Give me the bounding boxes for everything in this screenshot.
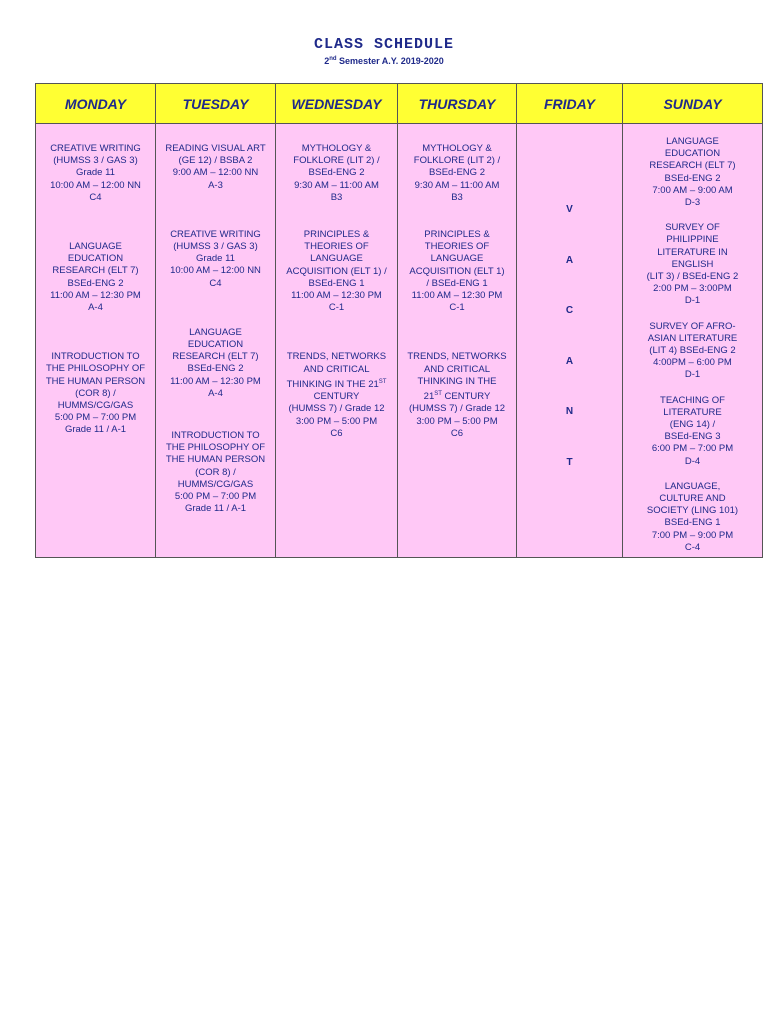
vacant-label bbox=[521, 124, 618, 507]
class-entry: SURVEY OF AFRO- ASIAN LITERATURE (LIT 4) BSEd-ENG 2 4:00PM – 6:00 PM D-1 bbox=[647, 320, 738, 381]
class-entry: READING VISUAL ART (GE 12) / BSBA 2 9:00 AM – 12:00 NN A-3 bbox=[165, 143, 266, 191]
class-entry: SURVEY OF PHILIPPINE LITERATURE IN ENGLISH (LIT 3) / BSEd-ENG 2 2:00 PM – 3:00PM D-1 bbox=[646, 222, 739, 307]
header-tuesday: TUESDAY bbox=[156, 84, 276, 124]
wednesday-cell bbox=[276, 124, 398, 558]
class-entry: INTRODUCTION TO THE PHILOSOPHY OF THE HUMAN PERSON (COR 8) / HUMMS/CG/GAS 5:00 PM – 7:00 PM Grade 11 / A-1 bbox=[45, 351, 146, 436]
ordinal-suffix: ST bbox=[434, 391, 442, 398]
schedule-table bbox=[35, 83, 763, 558]
tuesday-cell bbox=[156, 124, 276, 558]
class-entry: INTRODUCTION TO THE PHILOSOPHY OF THE HUMAN PERSON (COR 8) / HUMMS/CG/GAS 5:00 PM – 7:00 PM Grade 11 / A-1 bbox=[165, 430, 266, 515]
vacant-letter: C bbox=[565, 305, 574, 316]
header-thursday: THURSDAY bbox=[398, 84, 517, 124]
thursday-cell bbox=[398, 124, 517, 558]
class-entry: PRINCIPLES & THEORIES OF LANGUAGE ACQUISITION (ELT 1) / BSEd-ENG 1 11:00 AM – 12:30 PM C-1 bbox=[286, 229, 387, 314]
vacant-letter: V bbox=[566, 204, 573, 215]
vacant-letter: T bbox=[566, 456, 573, 468]
schedule-row bbox=[36, 124, 763, 558]
ordinal-suffix: ST bbox=[378, 378, 387, 385]
class-entry: MYTHOLOGY & FOLKLORE (LIT 2) / BSEd-ENG 2 9:30 AM – 11:00 AM B3 bbox=[293, 143, 380, 203]
class-entry-text: TRENDS, NETWORKS AND CRITICAL THINKING IN THE 21 bbox=[286, 351, 387, 390]
class-entry: LANGUAGE EDUCATION RESEARCH (ELT 7) BSEd-ENG 2 11:00 AM – 12:30 PM A-4 bbox=[170, 326, 261, 399]
class-entry bbox=[402, 351, 512, 440]
subtitle-ordinal-suffix: nd bbox=[329, 56, 337, 62]
class-entry: LANGUAGE EDUCATION RESEARCH (ELT 7) BSEd-ENG 2 7:00 AM – 9:00 AM D-3 bbox=[649, 136, 736, 209]
class-entry: TEACHING OF LITERATURE (ENG 14) / BSEd-ENG 3 6:00 PM – 7:00 PM D-4 bbox=[651, 394, 734, 467]
class-entry: LANGUAGE, CULTURE AND SOCIETY (LING 101) BSEd-ENG 1 7:00 PM – 9:00 PM C-4 bbox=[646, 480, 739, 553]
page-title: CLASS SCHEDULE bbox=[313, 36, 455, 53]
class-entry: LANGUAGE EDUCATION RESEARCH (ELT 7) BSEd-ENG 2 11:00 AM – 12:30 PM A-4 bbox=[50, 241, 141, 314]
monday-cell bbox=[36, 124, 156, 558]
friday-cell bbox=[517, 124, 623, 558]
header-friday: FRIDAY bbox=[517, 84, 623, 124]
header-monday: MONDAY bbox=[36, 84, 156, 124]
class-entry: MYTHOLOGY & FOLKLORE (LIT 2) / BSEd-ENG 2 9:30 AM – 11:00 AM B3 bbox=[413, 143, 501, 203]
sunday-cell bbox=[623, 124, 763, 558]
class-entry-text: CENTURY (HUMSS 7) / Grade 12 3:00 PM – 5:00 PM C6 bbox=[408, 391, 506, 439]
vacant-letter: N bbox=[565, 406, 574, 417]
header-wednesday: WEDNESDAY bbox=[276, 84, 398, 124]
subtitle-text: Semester A.Y. 2019-2020 bbox=[336, 56, 444, 66]
subtitle-ordinal: 2 bbox=[324, 56, 330, 66]
class-entry: CREATIVE WRITING (HUMSS 3 / GAS 3) Grade 11 10:00 AM – 12:00 NN C4 bbox=[170, 228, 261, 289]
header-sunday: SUNDAY bbox=[623, 84, 763, 124]
vacant-letter: A bbox=[565, 355, 574, 367]
day-header-row bbox=[36, 84, 763, 124]
vacant-letter: A bbox=[565, 254, 574, 266]
page-subtitle bbox=[0, 56, 768, 66]
class-entry-text: TRENDS, NETWORKS AND CRITICAL THINKING IN THE 21 bbox=[407, 351, 507, 403]
class-entry: CREATIVE WRITING (HUMSS 3 / GAS 3) Grade 11 10:00 AM – 12:00 NN C4 bbox=[50, 143, 141, 203]
class-entry: PRINCIPLES & THEORIES OF LANGUAGE ACQUISITION (ELT 1) / BSEd-ENG 1 11:00 AM – 12:30 PM C-1 bbox=[409, 229, 505, 314]
class-entry-text: CENTURY (HUMSS 7) / Grade 12 3:00 PM – 5:00 PM C6 bbox=[288, 391, 385, 439]
class-entry bbox=[280, 351, 393, 440]
